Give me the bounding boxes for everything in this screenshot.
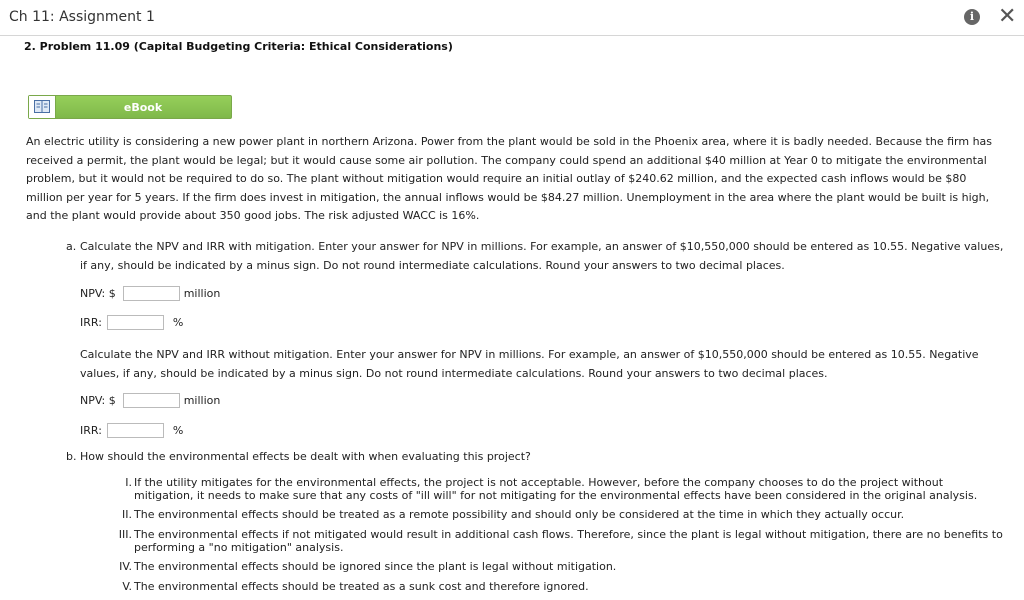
part-a-without-mitigation-text: Calculate the NPV and IRR without mitigation. Enter your answer for NPV in millions. For example, an answer of $10,550,000 should be entered as 10.55. Negative values, if any, should be indicated by a minus sign. Do not round intermediate calculations. Round your answers to two decimal places. bbox=[80, 348, 979, 380]
npv-with-mitigation-row bbox=[80, 286, 220, 301]
info-icon[interactable]: i bbox=[964, 9, 980, 25]
npv-without-mitigation-input[interactable] bbox=[123, 393, 180, 408]
irr-without-mitigation-row bbox=[80, 423, 183, 438]
ebook-button[interactable] bbox=[28, 95, 232, 119]
problem-title: 2. Problem 11.09 (Capital Budgeting Criteria: Ethical Considerations) bbox=[24, 40, 453, 53]
option-text: The environmental effects should be ignored since the plant is legal without mitigation. bbox=[134, 560, 617, 573]
option-text: The environmental effects should be treated as a remote possibility and should only be considered at the time in which they actually occur. bbox=[134, 508, 905, 521]
npv-label: NPV: $ bbox=[80, 394, 116, 407]
part-a-letter: a. bbox=[66, 240, 77, 253]
irr-without-mitigation-input[interactable] bbox=[107, 423, 164, 438]
ebook-label: eBook bbox=[123, 101, 163, 114]
part-a-text: Calculate the NPV and IRR with mitigation. Enter your answer for NPV in millions. For example, an answer of $10,550,000 should be entered as 10.55. Negative values, if any, should be indicated by a minus sign. Do not round intermediate calculations. Round your answers to two decimal places. bbox=[80, 240, 1004, 272]
npv-label: NPV: $ bbox=[80, 287, 116, 300]
option-number: III. bbox=[118, 528, 132, 541]
npv-with-mitigation-input[interactable] bbox=[123, 286, 180, 301]
part-b-question: b. How should the environmental effects be dealt with when evaluating this project? bbox=[66, 450, 531, 463]
irr-label: IRR: bbox=[80, 316, 102, 329]
option-text: The environmental effects if not mitigated would result in additional cash flows. Therefore, since the plant is legal without mitigation, there are no benefits to performing a "no mitigation" analysis. bbox=[134, 528, 1003, 554]
problem-statement: An electric utility is considering a new power plant in northern Arizona. Power from the plant would be sold in the Phoenix area, where it is badly needed. Because the firm has received a permit, the plant would be legal; but it would cause some air pollution. The company could spend an additional $40 million at Year 0 to mitigate the environmental problem, but it would not be required to do so. The plant without mitigation would require an initial outlay of $240.62 million, and the expected cash inflows would be $80 million per year for 5 years. If the firm does invest in mitigation, the annual inflows would be $84.27 million. Unemployment in the area where the plant would be built is high, and the plant would provide about 350 good jobs. The risk adjusted WACC is 16%. bbox=[26, 135, 993, 223]
option-number: II. bbox=[122, 508, 132, 521]
option-text: If the utility mitigates for the environmental effects, the project is not acceptable. However, before the company chooses to do the project without mitigation, it needs to make sure that any costs of "ill will" for not mitigating for the environmental effects have been considered in the original analysis. bbox=[134, 476, 978, 502]
option-number: I. bbox=[125, 476, 132, 489]
npv-unit: million bbox=[183, 394, 221, 407]
window-title: Ch 11: Assignment 1 bbox=[9, 9, 155, 25]
option-text: The environmental effects should be treated as a sunk cost and therefore ignored. bbox=[134, 580, 589, 593]
irr-unit: % bbox=[172, 316, 184, 329]
close-icon[interactable]: ✕ bbox=[998, 4, 1017, 29]
irr-with-mitigation-row bbox=[80, 315, 183, 330]
option-number: V. bbox=[122, 580, 132, 593]
npv-without-mitigation-row bbox=[80, 393, 220, 408]
title-bar bbox=[0, 0, 1024, 36]
irr-label: IRR: bbox=[80, 424, 102, 437]
irr-unit: % bbox=[172, 424, 184, 437]
npv-unit: million bbox=[183, 287, 221, 300]
book-icon bbox=[29, 96, 56, 118]
irr-with-mitigation-input[interactable] bbox=[107, 315, 164, 330]
option-number: IV. bbox=[119, 560, 132, 573]
part-a-instructions bbox=[66, 237, 1006, 275]
